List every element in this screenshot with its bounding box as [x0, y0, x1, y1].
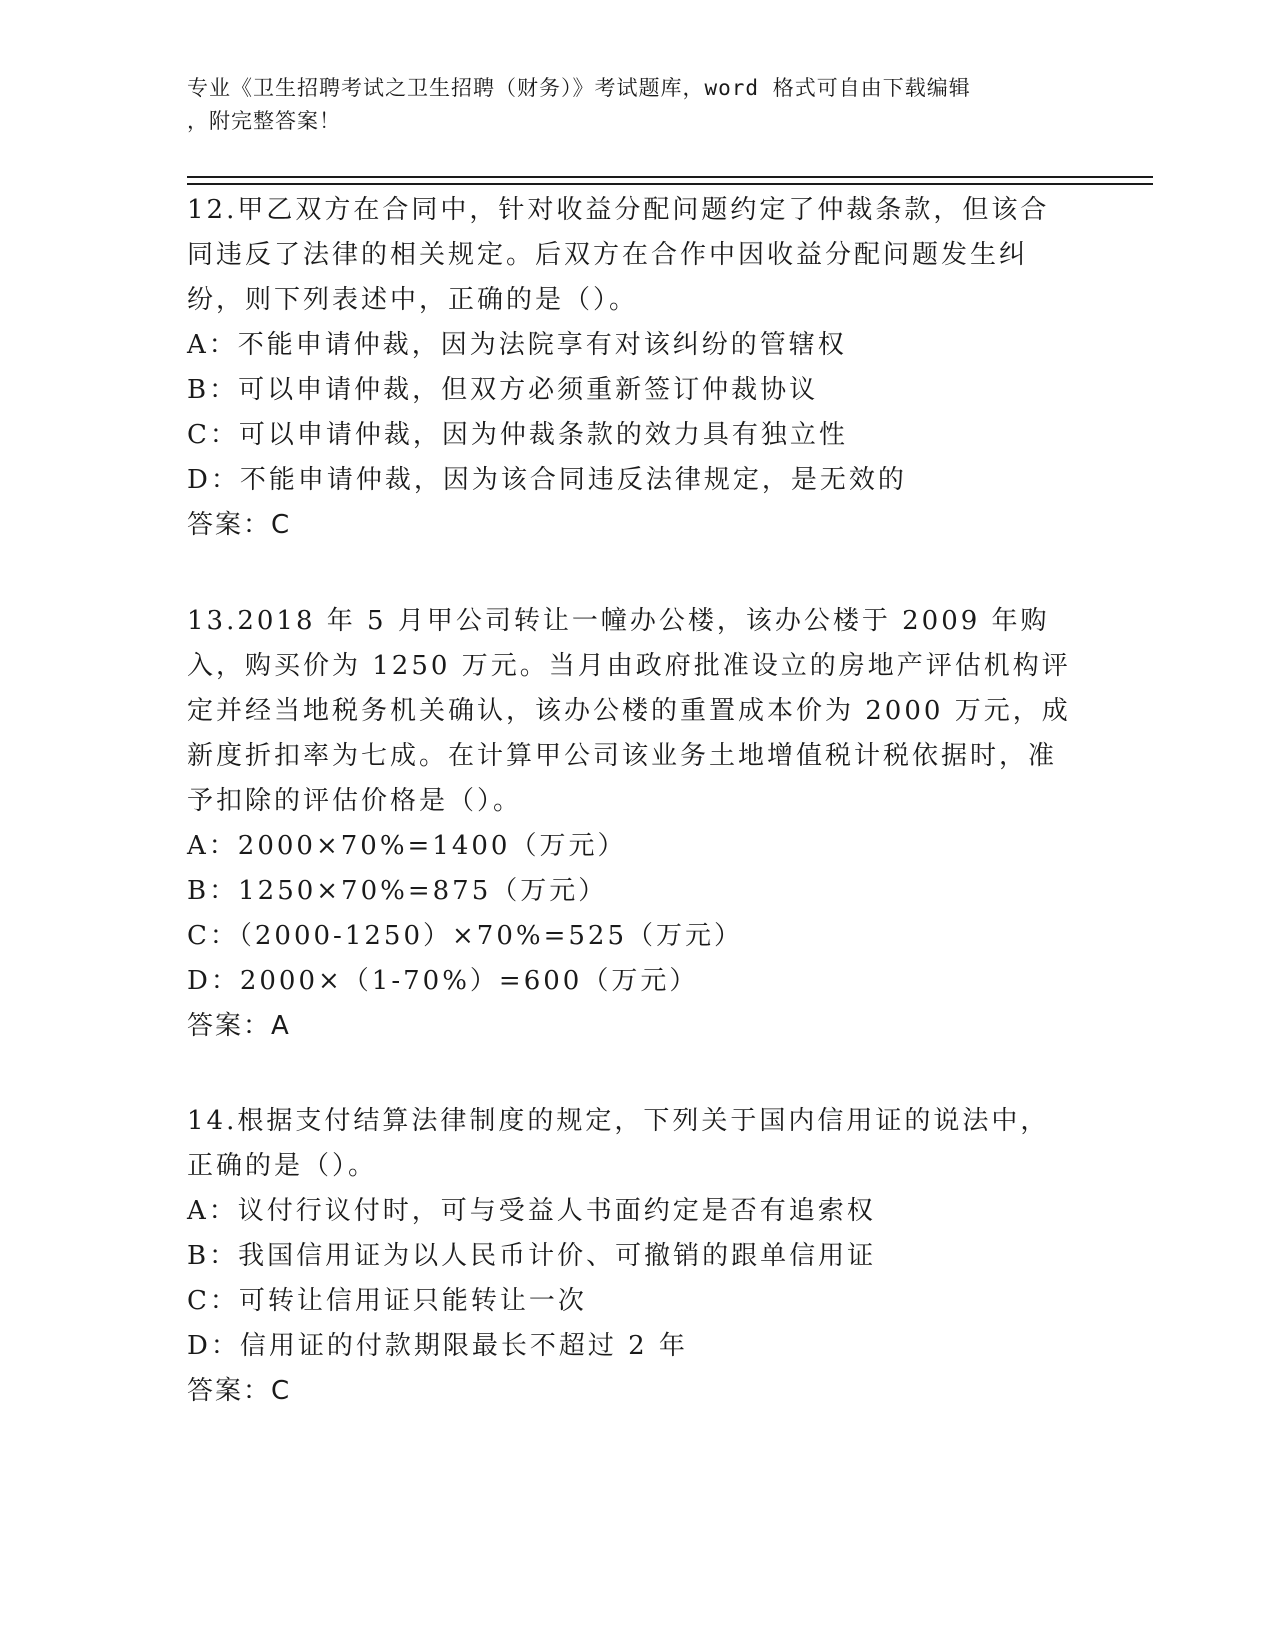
option-c: C：可以申请仲裁，因为仲裁条款的效力具有独立性: [187, 420, 848, 450]
answer: 答案：C: [187, 510, 292, 540]
page-header: [187, 72, 1077, 138]
question-14: [187, 1099, 1077, 1414]
option-b: B：1250×70%=875（万元）: [187, 876, 608, 906]
header-line-1: 专业《卫生招聘考试之卫生招聘（财务）》考试题库，word 格式可自由下载编辑: [187, 76, 971, 100]
option-b: B：我国信用证为以人民币计价、可撤销的跟单信用证: [187, 1241, 877, 1271]
answer: 答案：C: [187, 1376, 292, 1406]
header-divider-bottom: [187, 183, 1153, 185]
question-stem: 14.根据支付结算法律制度的规定，下列关于国内信用证的说法中，正确的是（）。: [187, 1106, 1050, 1181]
question-stem: 12.甲乙双方在合同中，针对收益分配问题约定了仲裁条款，但该合同违反了法律的相关规定。后双方在合作中因收益分配问题发生纠纷，则下列表述中，正确的是（）。: [187, 195, 1050, 315]
option-a: A：2000×70%=1400（万元）: [187, 831, 627, 861]
header-divider-top: [187, 176, 1153, 178]
option-a: A：不能申请仲裁，因为法院享有对该纠纷的管辖权: [187, 330, 847, 360]
option-b: B：可以申请仲裁，但双方必须重新签订仲裁协议: [187, 375, 819, 405]
question-12: [187, 188, 1077, 548]
header-line-2: ，附完整答案！: [187, 109, 341, 133]
option-c: C：可转让信用证只能转让一次: [187, 1286, 587, 1316]
question-stem: 13.2018 年 5 月甲公司转让一幢办公楼，该办公楼于 2009 年购入，购买价为 1250 万元。当月由政府批准设立的房地产评估机构评定并经当地税务机关确认，该办公楼的重置成本价为 2000 万元，成新度折扣率为七成。在计算甲公司该业务土地增值税计税依据时，准予扣除的评估价格是（）。: [187, 606, 1071, 816]
answer: 答案：A: [187, 1011, 291, 1041]
option-d: D：2000×（1-70%）=600（万元）: [187, 966, 699, 996]
option-d: D：不能申请仲裁，因为该合同违反法律规定，是无效的: [187, 465, 907, 495]
option-d: D：信用证的付款期限最长不超过 2 年: [187, 1331, 688, 1361]
question-13: [187, 599, 1077, 1049]
option-c: C：（2000-1250）×70%=525（万元）: [187, 921, 744, 951]
option-a: A：议付行议付时，可与受益人书面约定是否有追索权: [187, 1196, 876, 1226]
